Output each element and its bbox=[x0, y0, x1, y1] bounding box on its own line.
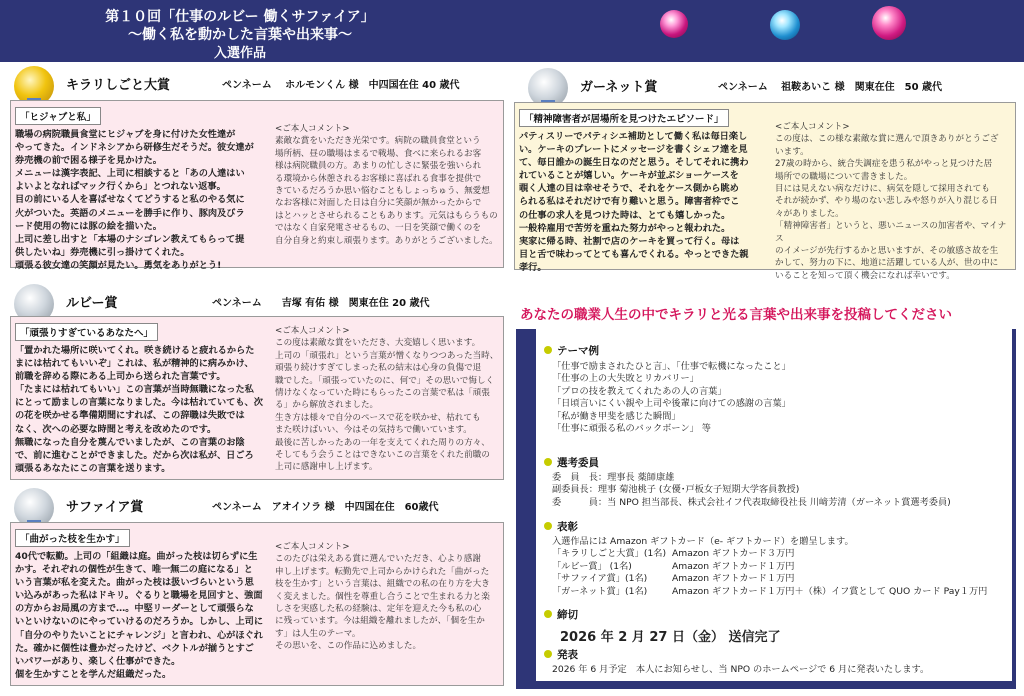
text-line: いることを知って頂く機会になれば幸いです。 bbox=[775, 270, 955, 281]
bullet-dot-icon bbox=[544, 522, 552, 530]
text-line: 供したいね」券売機に引っ掛けてくれた。 bbox=[15, 246, 190, 258]
text-line: 「キラリしごと大賞」(1名) bbox=[552, 548, 667, 560]
text-line: なく、次への必要な時間と考えを改めたのです。 bbox=[15, 423, 217, 435]
garnet-award-header bbox=[528, 68, 1018, 96]
text-line: まには枯れてもいいぞ」これは、私が精神的に病みかけ、 bbox=[15, 358, 254, 370]
ruby-entry-card bbox=[10, 316, 504, 480]
text-line: きているだろうか思い悩むこともしょっちゅう、無愛想 bbox=[275, 186, 490, 197]
text-line: Amazon ギフトカード３万円 bbox=[672, 548, 795, 560]
sapphire-gem-icon bbox=[770, 10, 800, 40]
text-line: す」は人生のテーマ。 bbox=[275, 628, 361, 639]
text-line: の方からお局風の方まで…。中堅リーダーとして頑張らな bbox=[15, 603, 254, 615]
pink-gem-icon bbox=[872, 6, 906, 40]
ruby-award-header bbox=[14, 284, 504, 312]
text-line: のイメージが先行するかと思いますが、その敏感さ故を生 bbox=[775, 246, 999, 257]
text-line: 覗く人達の目は幸せそうで、それをケース側から眺め bbox=[519, 183, 739, 195]
text-line: 頑張るあなたにこの言葉を送ります。 bbox=[15, 462, 171, 474]
text-line: パティスリーでパティシエ補助として働く私は毎日楽し bbox=[519, 131, 748, 142]
text-line: に残っています。今は組織を離れましたが、「個を生か bbox=[275, 616, 485, 627]
bullet-dot-icon bbox=[544, 610, 552, 618]
text-line: 一般枠雇用で苦労を重ねた努力がやっと報われた。 bbox=[519, 222, 731, 234]
author-info: ペンネーム 祖鞍あいこ 様 関東在住 50 歳代 bbox=[718, 82, 943, 93]
text-line: の花を咲かせる準備期間にすれば、この辞職は失敗では bbox=[15, 410, 245, 422]
judges-section bbox=[544, 455, 951, 509]
text-line: やってきた。インドネシアから研修生だそうだ。彼女達が bbox=[15, 142, 254, 154]
text-line: 「私が働き甲斐を感じた瞬間」 bbox=[552, 410, 681, 422]
text-line: 様は病院職員の方。あまりの忙しさに緊張を強いられ bbox=[275, 161, 482, 172]
text-line: 申し上げます。転勤先で上司からかけられた「曲がった bbox=[275, 566, 490, 577]
text-line: いといけないのにやっていけるのだろうか。しかし、上司に bbox=[15, 616, 264, 628]
text-line: 27歳の時から、統合失調症を患う私がやっと見つけた居 bbox=[775, 159, 993, 170]
text-line: かす。それぞれの個性が生きて、唯一無二の庭になる」と bbox=[15, 564, 253, 576]
bullet-dot-icon bbox=[544, 650, 552, 658]
text-line: います。 bbox=[775, 146, 809, 157]
text-line: 前職を辞める際にある上司から送られた言葉です。 bbox=[15, 371, 226, 383]
announcement-section bbox=[544, 647, 929, 676]
text-line: 2026 年 6 月予定 本人にお知らせし、当 NPO のホームページで 6 月に発表いたします。 bbox=[552, 664, 930, 675]
text-line: この度は素敵な賞をいただき、大変嬉しく思います。 bbox=[275, 338, 481, 349]
text-line: Amazon ギフトカード１万円 bbox=[672, 560, 795, 572]
text-line: また咲けばいい、今はその気持ちで働いています。 bbox=[275, 425, 472, 436]
text-line: 委 員 長：理事長 薬師康雄 bbox=[552, 472, 675, 483]
text-line: 目の前にいる人を喜ばせなくてどうすると私のやる気に bbox=[15, 194, 245, 206]
text-line: 実家に帰る時、社割で店のケーキを買って行く。母は bbox=[519, 235, 740, 247]
text-line: い込みがあった私はドキリ。ぐるりと職場を見回すと、強面 bbox=[15, 590, 263, 602]
text-line: られる私はそれだけで有り難いと思う。障害者枠でこ bbox=[519, 196, 740, 208]
text-line: 頑張る彼女達の笑顔が見たい。勇気をありがとう! bbox=[15, 259, 222, 271]
text-line: 上司に差し出すと「本場のナシゴレン教えてもらって提 bbox=[15, 233, 245, 245]
text-line: Amazon ギフトカード１万円 bbox=[672, 573, 795, 585]
text-line: いパワーがあり、楽しく仕事ができた。 bbox=[15, 655, 181, 667]
text-line: 「プロの技を教えてくれたあの人の言葉」 bbox=[552, 385, 727, 397]
text-line: 委 員：当 NPO 担当部長、株式会社イフ代表取締役社長 川﨑芳清（ガーネット賞選考委員) bbox=[552, 496, 951, 508]
entry-tagline: 「曲がった枝を生かす」 bbox=[15, 529, 130, 547]
call-for-entries-title: あなたの職業人生の中でキラリと光る言葉や出来事を投稿してください bbox=[520, 307, 952, 323]
text-line: 個を生かすことを学んだ組織だった。 bbox=[15, 668, 172, 680]
text-line: はとハッとさせられることもあります。元気はもらうもの bbox=[275, 210, 498, 221]
text-line: 職でした。「頑張っていたのに、何で」その思いで悔しく bbox=[275, 375, 495, 386]
text-line: Amazon ギフトカード１万円＋（株）イフ賞として QUO カード Pay１万円 bbox=[672, 585, 988, 597]
kirari-award-header bbox=[14, 66, 504, 94]
text-line: このたびは栄えある賞に選んでいただき、心より感謝 bbox=[275, 554, 481, 565]
text-line: 目には見えない病なだけに、病気を隠して採用されても bbox=[775, 184, 990, 195]
text-line: 「日頃言いにくい親や上司や後輩に向けての感謝の言葉」 bbox=[552, 398, 791, 410]
text-line: 上司の「頑張れ」という言葉が憎くなりつつあった当時、 bbox=[275, 350, 499, 361]
text-line: 場所柄、昼の職場はまるで戦場、食べに来られるお客 bbox=[275, 148, 482, 159]
award-name: キラリしごと大賞 bbox=[66, 78, 171, 93]
award-name: ルビー賞 bbox=[66, 296, 118, 311]
theme-section bbox=[544, 343, 791, 435]
deadline-date: 2026 年 2 月 27 日（金） 送信完了 bbox=[560, 630, 781, 645]
text-line: <ご本人コメント> bbox=[275, 542, 350, 552]
text-line: 「仕事の上の大失敗とリカバリー」 bbox=[552, 373, 699, 385]
entry-body bbox=[15, 344, 277, 475]
text-line: い。ケーキのプレートにメッセージを書くシェフ達を見 bbox=[519, 144, 748, 156]
ruby-gem-icon bbox=[660, 10, 688, 38]
entry-tagline: 「精神障害者が居場所を見つけたエピソード」 bbox=[519, 109, 729, 127]
text-line: なお客様に対面した日は自分に笑顔が無かったからで bbox=[275, 198, 482, 209]
text-line: 情けなくなっていた時にもらったこの言葉で私は「頑張 bbox=[275, 388, 490, 399]
award-name: サファイア賞 bbox=[66, 500, 144, 515]
text-line: 「自分のやりたいことにチャレンジ」と言われ、心がほぐれ bbox=[15, 629, 263, 641]
text-line: る」から解放されました。 bbox=[275, 400, 379, 411]
text-line: て、毎日誰かの誕生日なのだと思う。そしてそれに携わ bbox=[519, 157, 749, 169]
event-title: 第１０回「仕事のルビー 働くサファイア」 bbox=[105, 9, 375, 25]
award-name: ガーネット賞 bbox=[580, 80, 658, 95]
text-line: 「ルビー賞」 (1名) bbox=[552, 560, 632, 572]
text-line: 素敵な賞をいただき光栄です。病院の職員食堂という bbox=[275, 136, 481, 147]
bullet-dot-icon bbox=[544, 458, 552, 466]
text-line: 「仕事に頑張る私のバックボーン」 等 bbox=[552, 423, 711, 435]
text-line: 生き方は様々で自分のペースで花を咲かせ、枯れても bbox=[275, 412, 481, 423]
entry-tagline: 「頑張りすぎているあなたへ」 bbox=[15, 323, 158, 341]
text-line: それが続かず、やり場のない悲しみや怒りが入り混じる日 bbox=[775, 196, 998, 207]
header-banner bbox=[0, 0, 1024, 62]
author-info: ペンネーム 吉塚 有佑 様 関東在住 20 歳代 bbox=[212, 298, 430, 309]
text-line: <ご本人コメント> bbox=[775, 122, 850, 132]
text-line: メニューは漢字表記、上司に相談すると「あの人達はい bbox=[15, 168, 245, 180]
text-line: 頑張り続けすぎてしまった私の結末は心身の負傷で退 bbox=[275, 363, 482, 374]
text-line: 40代で転勤。上司の「組織は庭。曲がった枝は切らずに生 bbox=[15, 551, 258, 562]
kirari-entry-card bbox=[10, 100, 504, 271]
text-line: そしてもう会うことはできないこの言葉をくれた前職の bbox=[275, 450, 490, 461]
prizes-section bbox=[544, 519, 987, 598]
text-line: れていることが嬉しい。ケーキが並ぶショーケースを bbox=[519, 170, 739, 182]
author-info: ペンネーム アオイソラ 様 中四国在住 60歳代 bbox=[212, 502, 439, 513]
author-comment bbox=[775, 121, 1013, 282]
entry-body bbox=[15, 128, 283, 272]
call-info-content bbox=[536, 329, 1012, 681]
text-line: ではなく自家発電させるもの、一日を笑顔で働くのを bbox=[275, 223, 481, 234]
text-line: 火がついた。英語のメニューを勝手に作り、豚肉及びラ bbox=[15, 207, 245, 219]
entry-tagline: 「ヒジャブと私」 bbox=[15, 107, 101, 125]
text-line: 「置かれた場所に咲いてくれ。咲き続けると疲れるからた bbox=[15, 345, 255, 356]
text-line: 孝行。 bbox=[519, 261, 547, 273]
text-line: その思いを、この作品に込めました。 bbox=[275, 641, 422, 652]
text-line: 入選作品には Amazon ギフトカード（e- ギフトカード）を贈呈します。 bbox=[552, 536, 854, 547]
text-line: テーマ例 bbox=[557, 345, 599, 357]
text-line: 最後に苦しかったあの一年を支えてくれた周りの方々、 bbox=[275, 437, 490, 448]
text-line: 副委員長：理事 菊池桃子 (女優･戸板女子短期大学客員教授) bbox=[552, 484, 800, 496]
text-line: る環境から休憩されるお客様に喜ばれる食事を提供で bbox=[275, 173, 482, 184]
garnet-entry-card bbox=[514, 102, 1016, 281]
call-info-panel bbox=[516, 329, 1016, 689]
text-line: 枝を生かす」という言葉は、組織での私の在り方を大き bbox=[275, 579, 490, 590]
text-line: よいよとなればマック行くから」とつれない返事。 bbox=[15, 181, 226, 193]
text-line: 選考委員 bbox=[557, 457, 599, 469]
author-comment bbox=[275, 123, 501, 247]
text-line: <ご本人コメント> bbox=[275, 326, 350, 336]
text-line: の仕事の求人を見つけた時は、とても嬉しかった。 bbox=[519, 209, 731, 221]
text-line: 目と舌で味わってとても喜んでくれる。やっとできた親 bbox=[519, 248, 749, 260]
text-line: 々がありました。 bbox=[775, 208, 844, 219]
text-line: しさを実感した私の経験は、定年を迎えた今も私の心 bbox=[275, 604, 482, 615]
sapphire-entry-card bbox=[10, 522, 504, 686]
text-line: く変えました。個性を尊重し合うことで生まれる力と楽 bbox=[275, 591, 490, 602]
text-line: 職場の病院職員食堂にヒジャブを身に付けた女性達が bbox=[15, 129, 236, 140]
author-info: ペンネーム ホルモンくん 様 中四国在住 40 歳代 bbox=[222, 80, 460, 91]
text-line: この度は、この様な素敵な賞に選んで頂きありがとうござ bbox=[775, 134, 999, 145]
text-line: 場所での職場について書きました。 bbox=[775, 171, 913, 182]
text-line: 「たまには枯れてもいい」この言葉が当時無職になった私 bbox=[15, 384, 254, 396]
text-line: 「ガーネット賞」(1名) bbox=[552, 585, 648, 597]
entry-body bbox=[15, 550, 279, 681]
text-line: 「精神障害者」というと、悪いニュースの加害者や、マイナス bbox=[775, 221, 1007, 244]
text-line: 締切 bbox=[557, 609, 578, 621]
text-line: にとって励ましの言葉になりました。今は枯れていても、次 bbox=[15, 397, 263, 409]
text-line: <ご本人コメント> bbox=[275, 124, 350, 134]
author-comment bbox=[275, 325, 501, 474]
text-line: た。確かに個性は豊かだったけど、ベクトルが揃うとすご bbox=[15, 642, 254, 654]
text-line: 表彰 bbox=[557, 521, 578, 533]
sapphire-award-header bbox=[14, 488, 504, 516]
text-line: 自分自身と約束し頑張ります。ありがとうございました。 bbox=[275, 235, 498, 246]
text-line: ード使用の物には豚の絵を描いた。 bbox=[15, 220, 162, 232]
text-line: 「仕事で励まされたひと言」、「仕事で転機になったこと」 bbox=[552, 361, 791, 372]
text-line: 無職になった自分を蔑んでいましたが、この言葉のお陰 bbox=[15, 436, 245, 448]
text-line: 券売機の前で困る様子を見かけた。 bbox=[15, 155, 162, 167]
author-comment bbox=[275, 541, 501, 653]
text-line: かして、努力の下に、地道に活躍している人が、世の中に bbox=[775, 258, 999, 269]
text-line: 発表 bbox=[557, 649, 578, 661]
event-subtitle: 〜働く私を動かした言葉や出来事〜 bbox=[128, 27, 352, 43]
text-line: で、前に進むことができました。だから次は私が、日ごろ bbox=[15, 449, 254, 461]
text-line: 上司に感謝申し上げます。 bbox=[275, 462, 378, 473]
section-title: 入選作品 bbox=[213, 46, 266, 61]
bullet-dot-icon bbox=[544, 346, 552, 354]
text-line: 「サファイア賞」(1名) bbox=[552, 573, 648, 585]
entry-body bbox=[519, 130, 771, 274]
text-line: いう言葉が私を変えた。曲がった枝は扱いづらいという思 bbox=[15, 577, 254, 589]
deadline-section bbox=[544, 607, 780, 645]
